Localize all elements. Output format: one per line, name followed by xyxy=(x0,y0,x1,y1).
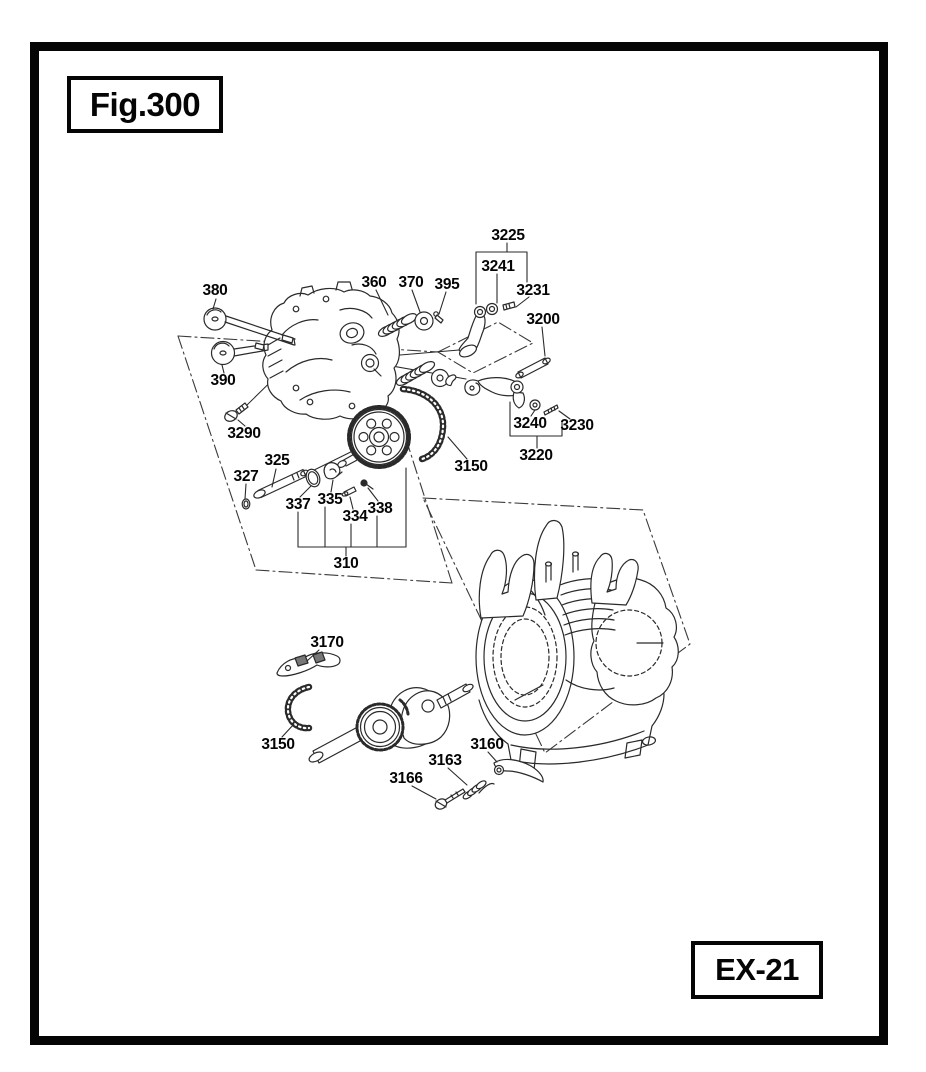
pin-3200-drawing xyxy=(515,357,551,379)
part-label-390: 390 xyxy=(210,372,236,389)
screw-338-drawing xyxy=(361,480,373,489)
part-label-3163: 3163 xyxy=(428,752,462,769)
nut-3240-drawing xyxy=(530,400,540,410)
chain-guide-3160-drawing xyxy=(479,759,543,793)
part-label-360: 360 xyxy=(361,274,387,291)
part-label-3170: 3170 xyxy=(310,634,344,651)
part-label-325: 325 xyxy=(264,452,290,469)
part-label-334: 334 xyxy=(342,508,368,525)
valve-keeper-395-drawing xyxy=(434,312,443,323)
cylinder-head-drawing xyxy=(263,282,400,419)
crankcase-drawing xyxy=(476,520,678,770)
figure-number-label: Fig.300 xyxy=(89,85,201,123)
bolt-3166-drawing xyxy=(433,789,465,811)
tensioner-arm-3170-drawing xyxy=(277,652,340,676)
part-label-327: 327 xyxy=(233,468,259,485)
sheet-number-box xyxy=(691,941,823,999)
part-label-3220: 3220 xyxy=(519,447,553,464)
valve-390-drawing xyxy=(212,342,269,365)
part-label-3150-chain-bottom: 3150 xyxy=(261,736,295,753)
part-label-338: 338 xyxy=(367,500,393,517)
part-label-310: 310 xyxy=(333,555,359,572)
part-label-370: 370 xyxy=(398,274,424,291)
part-label-3150-chain-top: 3150 xyxy=(454,458,488,475)
spring-3163-drawing xyxy=(462,779,487,800)
spring-retainer-lower-drawing xyxy=(432,370,456,387)
screw-3230-drawing xyxy=(544,405,558,415)
spring-retainer-370-drawing xyxy=(415,312,433,330)
part-label-3166: 3166 xyxy=(389,770,423,787)
phantom-plane-rocker xyxy=(438,322,533,373)
timing-chain-bottom-drawing xyxy=(288,687,309,728)
valve-spring-lower-drawing xyxy=(395,359,436,387)
bolt-3290-drawing xyxy=(223,403,248,423)
part-label-395: 395 xyxy=(434,276,460,293)
rocker-arm-upper-drawing xyxy=(458,307,486,360)
part-label-3160: 3160 xyxy=(470,736,504,753)
part-label-3230: 3230 xyxy=(560,417,594,434)
screw-3231-drawing xyxy=(503,302,515,310)
part-label-3200: 3200 xyxy=(526,311,560,328)
part-label-337: 337 xyxy=(285,496,311,513)
pin-334-drawing xyxy=(342,487,356,497)
rocker-arm-lower-drawing xyxy=(465,378,525,408)
part-label-3241: 3241 xyxy=(481,258,515,275)
sheet-number-label: EX-21 xyxy=(715,952,799,987)
part-label-3240: 3240 xyxy=(513,415,547,432)
part-label-3225: 3225 xyxy=(491,227,525,244)
figure-number-box xyxy=(67,76,223,133)
ring-327-drawing xyxy=(242,499,250,509)
part-label-335: 335 xyxy=(317,491,343,508)
part-label-3290: 3290 xyxy=(227,425,261,442)
nut-3241-drawing xyxy=(487,304,498,315)
part-label-3231: 3231 xyxy=(516,282,550,299)
part-label-380: 380 xyxy=(202,282,228,299)
